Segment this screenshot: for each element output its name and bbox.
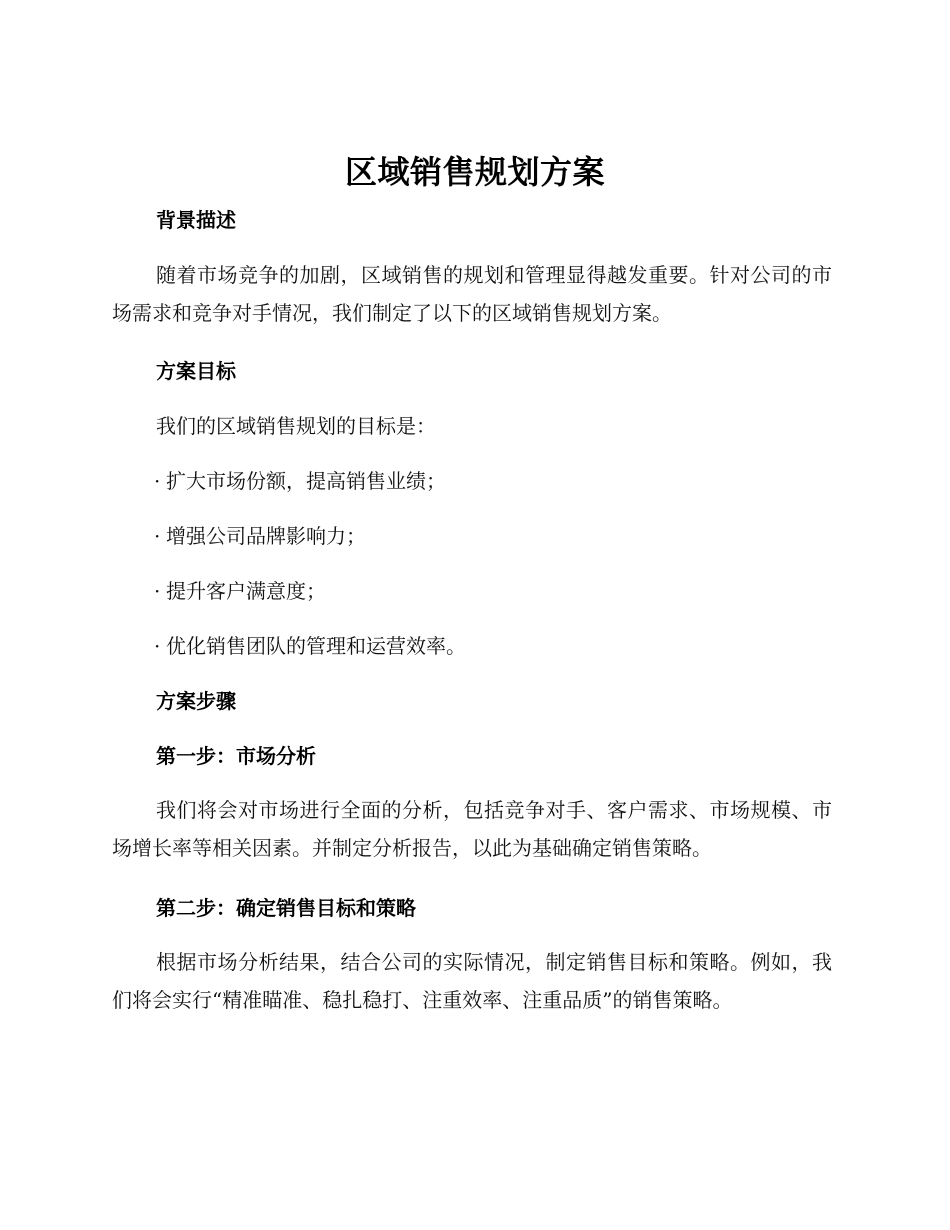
- bullet-icon: ·: [154, 579, 161, 603]
- step2-heading: 第二步：确定销售目标和策略: [156, 896, 416, 920]
- step1-heading: 第一步：市场分析: [156, 744, 316, 768]
- step2-paragraph: 根据市场分析结果，结合公司的实际情况，制定销售目标和策略。例如，我们将会实行“精准瞄准、稳扎稳打、注重效率、注重品质”的销售策略。: [112, 950, 832, 1012]
- goal-list-item: [154, 577, 326, 605]
- goal-item-text: 扩大市场份额，提高销售业绩；: [166, 469, 446, 493]
- goal-list-item: [154, 522, 366, 550]
- section-heading-goals: 方案目标: [156, 359, 236, 383]
- background-paragraph: 随着市场竞争的加剧，区域销售的规划和管理显得越发重要。针对公司的市场需求和竞争对手情况，我们制定了以下的区域销售规划方案。: [112, 263, 832, 325]
- goal-item-text: 增强公司品牌影响力；: [166, 524, 366, 548]
- document-title: 区域销售规划方案: [344, 153, 605, 191]
- bullet-icon: ·: [154, 524, 161, 548]
- step1-paragraph: 我们将会对市场进行全面的分析，包括竞争对手、客户需求、市场规模、市场增长率等相关因素。并制定分析报告，以此为基础确定销售策略。: [112, 798, 832, 860]
- goal-item-text: 优化销售团队的管理和运营效率。: [166, 634, 466, 658]
- bullet-icon: ·: [154, 634, 161, 658]
- goal-list-item: [154, 632, 466, 660]
- section-heading-steps: 方案步骤: [156, 689, 236, 713]
- goals-intro: 我们的区域销售规划的目标是：: [156, 414, 436, 438]
- bullet-icon: ·: [154, 469, 161, 493]
- goal-item-text: 提升客户满意度；: [166, 579, 326, 603]
- section-heading-background: 背景描述: [156, 208, 236, 232]
- goal-list-item: [154, 467, 446, 495]
